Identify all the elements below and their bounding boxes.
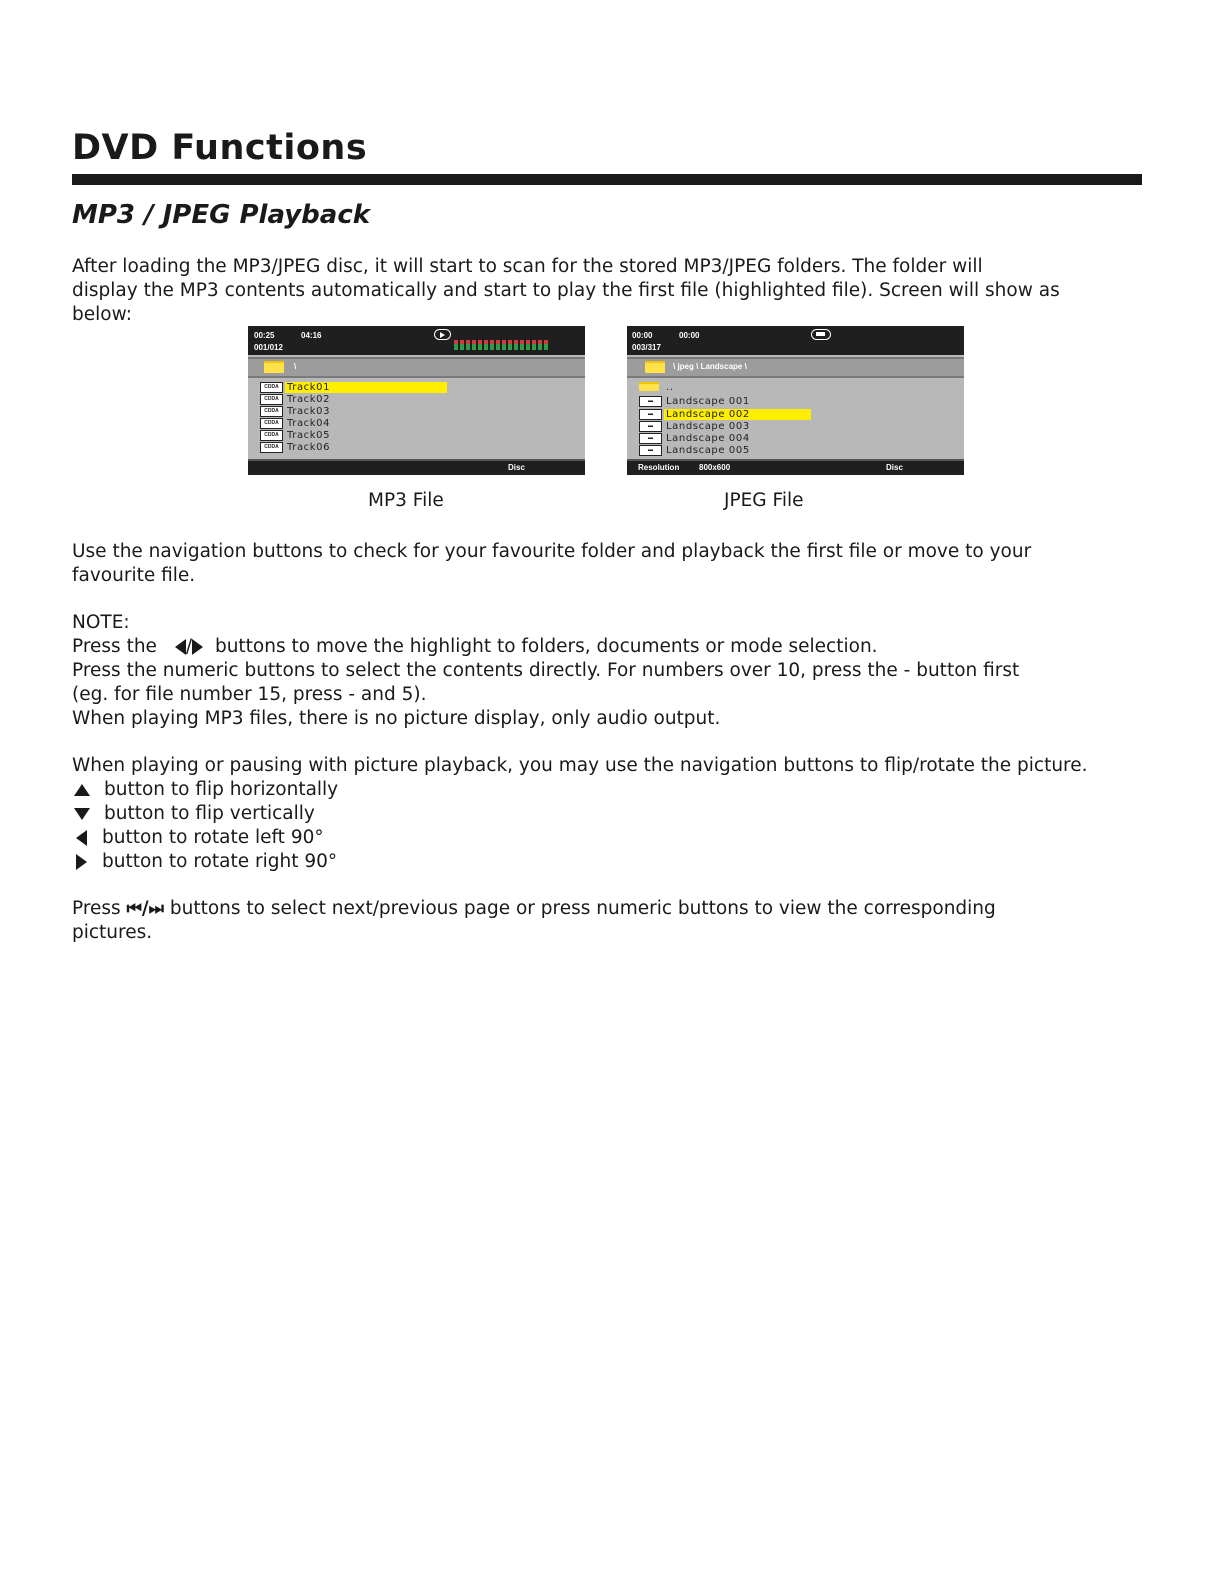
up-arrow-icon xyxy=(74,784,90,796)
image-file-icon: ▬ xyxy=(639,396,662,407)
cdda-icon: CDDA xyxy=(260,382,283,393)
intro-line-2: display the MP3 contents automatically and start to play the first file (highlighted file). Screen will show as xyxy=(72,280,1060,301)
folder-icon xyxy=(639,382,659,391)
flip-vertical-item: button to flip vertically xyxy=(72,802,1147,826)
list-item[interactable]: ▬ Landscape 001 xyxy=(639,396,959,408)
note-heading: NOTE: xyxy=(72,612,130,633)
resolution-value: 800x600 xyxy=(699,463,731,472)
jpeg-total-time: 00:00 xyxy=(679,331,700,340)
jpeg-source: Disc xyxy=(886,463,903,472)
note-section: NOTE: Press the / buttons to move the highlight to folders, documents or mode selection. Press the numeric buttons to select the contents directly. For numbers over 10, press the - button first (eg. for file number 15, press - and 5). When playing MP3 files, there is no picture display, only audio output. xyxy=(72,611,1147,731)
title-rule xyxy=(72,174,1142,185)
navigation-paragraph: Use the navigation buttons to check for your favourite folder and playback the first file or move to your favourite file. xyxy=(72,541,1032,586)
cdda-icon: CDDA xyxy=(260,406,283,417)
paging-paragraph: Press ⏮/⏭ buttons to select next/previous page or press numeric buttons to view the corresponding pictures. xyxy=(72,898,996,943)
cdda-icon: CDDA xyxy=(260,418,283,429)
page-title: DVD Functions xyxy=(72,128,368,168)
cdda-icon: CDDA xyxy=(260,430,283,441)
image-file-icon: ▬ xyxy=(639,409,662,420)
photo-icon xyxy=(811,329,831,340)
list-item-parent[interactable]: .. xyxy=(639,382,959,394)
mp3-bottom-bar xyxy=(248,459,585,475)
mp3-path: \ xyxy=(294,362,297,371)
image-file-icon: ▬ xyxy=(639,421,662,432)
folder-icon xyxy=(264,361,284,373)
next-track-icon: ⏭ xyxy=(148,899,164,919)
mp3-source: Disc xyxy=(508,463,525,472)
mp3-status-bar xyxy=(248,326,585,355)
mp3-path-bar xyxy=(248,357,585,378)
left-arrow-icon xyxy=(76,830,87,846)
list-item[interactable]: CDDA Track01 xyxy=(260,382,580,394)
left-arrow-icon xyxy=(175,639,186,655)
image-file-icon: ▬ xyxy=(639,433,662,444)
mp3-elapsed-time: 00:25 xyxy=(254,331,275,340)
jpeg-path-bar xyxy=(627,357,964,378)
list-item[interactable]: ▬ Landscape 003 xyxy=(639,421,959,433)
right-arrow-icon xyxy=(76,854,87,870)
flip-horizontal-item: button to flip horizontally xyxy=(72,778,1147,802)
mp3-caption: MP3 File xyxy=(368,490,444,511)
list-item[interactable]: ▬ Landscape 002 xyxy=(639,409,959,421)
jpeg-screen xyxy=(627,326,964,475)
resolution-label: Resolution xyxy=(638,463,680,472)
rotate-left-item: button to rotate left 90° xyxy=(72,826,1147,850)
previous-track-icon: ⏮ xyxy=(126,899,142,919)
mp3-total-time: 04:16 xyxy=(301,331,322,340)
rotate-right-item: button to rotate right 90° xyxy=(72,850,1147,874)
play-icon xyxy=(434,329,451,340)
list-item[interactable]: CDDA Track03 xyxy=(260,406,580,418)
list-item[interactable]: CDDA Track04 xyxy=(260,418,580,430)
intro-paragraph xyxy=(72,255,1147,327)
intro-line-3: below: xyxy=(72,304,132,325)
mp3-track-count: 001/012 xyxy=(254,343,283,352)
cdda-icon: CDDA xyxy=(260,442,283,453)
intro-line-1: After loading the MP3/JPEG disc, it will start to scan for the stored MP3/JPEG folders. The folder will xyxy=(72,256,983,277)
jpeg-bottom-bar xyxy=(627,459,964,475)
list-item[interactable]: CDDA Track05 xyxy=(260,430,580,442)
mp3-screen xyxy=(248,326,585,475)
note-arrow-line: Press the / buttons to move the highlight to folders, documents or mode selection. xyxy=(72,636,878,657)
list-item[interactable]: CDDA Track06 xyxy=(260,442,580,454)
jpeg-caption: JPEG File xyxy=(724,490,804,511)
cdda-icon: CDDA xyxy=(260,394,283,405)
list-item[interactable]: CDDA Track02 xyxy=(260,394,580,406)
jpeg-elapsed-time: 00:00 xyxy=(632,331,653,340)
image-file-icon: ▬ xyxy=(639,445,662,456)
folder-icon xyxy=(645,361,665,373)
right-arrow-icon xyxy=(192,639,203,655)
list-item[interactable]: ▬ Landscape 004 xyxy=(639,433,959,445)
jpeg-path: \ jpeg \ Landscape \ xyxy=(673,362,747,371)
picture-section: When playing or pausing with picture playback, you may use the navigation buttons to flip/rotate the picture. button to flip horizontally button to flip vertically button to rotate left 90° button to rotate right 90° xyxy=(72,754,1147,874)
jpeg-file-count: 003/317 xyxy=(632,343,661,352)
down-arrow-icon xyxy=(74,808,90,820)
list-item[interactable]: ▬ Landscape 005 xyxy=(639,445,959,457)
jpeg-status-bar xyxy=(627,326,964,355)
section-title: MP3 / JPEG Playback xyxy=(72,200,371,230)
